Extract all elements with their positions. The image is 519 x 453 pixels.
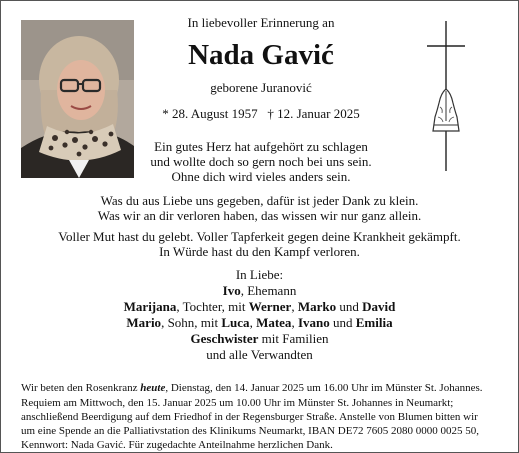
birth-symbol: * bbox=[162, 106, 169, 121]
poem-line-1: Ein gutes Herz hat aufgehört zu schlagen bbox=[154, 139, 368, 154]
death-symbol: † bbox=[267, 106, 274, 121]
portrait-photo bbox=[21, 20, 134, 178]
notice-line-1: Wir beten den Rosenkranz heute, Dienstag, den 14. Januar 2025 um 16.00 Uhr im Münster St. Johannes. bbox=[21, 382, 483, 394]
life-dates bbox=[141, 106, 381, 122]
notice-line-5: Kennwort: Nada Gavić. Für zugedachte Anteilnahme herzlichen Dank. bbox=[21, 439, 333, 451]
poem-line-4: Was du aus Liebe uns gegeben, dafür ist jeder Dank zu klein. bbox=[100, 193, 419, 208]
poem-line-5: Was wir an dir verloren haben, das wissen wir nur ganz allein. bbox=[97, 208, 422, 223]
family-name: Ivo bbox=[222, 283, 241, 298]
notice-line-3: anschließend Beerdigung auf dem Friedhof in der Regensburger Straße. Anstelle von Blumen bitten wir bbox=[21, 411, 478, 423]
family-line-3: Mario, Sohn, mit Luca, Matea, Ivano und Emilia bbox=[126, 315, 393, 330]
poem-line-3: Ohne dich wird vieles anders sein. bbox=[171, 169, 351, 184]
family-line-1: Ivo, Ehemann bbox=[222, 283, 297, 298]
notice-line-2: Requiem am Mittwoch, den 15. Januar 2025 um 10.00 Uhr im Münster St. Johannes in Neumarkt; bbox=[21, 397, 454, 409]
family-heading: In Liebe: bbox=[235, 267, 284, 282]
poem-line-2: und wollte doch so gern noch bei uns sein. bbox=[150, 154, 372, 169]
poem-line-7: In Würde hast du den Kampf verloren. bbox=[159, 244, 360, 259]
death-date: 12. Januar 2025 bbox=[277, 106, 360, 121]
notice-emphasis: heute bbox=[140, 382, 166, 394]
family-line-2: Marijana, Tochter, mit Werner, Marko und David bbox=[123, 299, 396, 314]
intro-line: In liebevoller Erinnerung an bbox=[187, 15, 335, 30]
family-line-5: und alle Verwandten bbox=[206, 347, 313, 362]
deceased-name: Nada Gavić bbox=[188, 39, 334, 71]
family-line-4: Geschwister mit Familien bbox=[190, 331, 329, 346]
notice-line-4: um eine Spende an die Palliativstation des Klinikums Neumarkt, IBAN DE72 7605 2080 0000 0025 50, bbox=[21, 425, 479, 437]
poem-line-6: Voller Mut hast du gelebt. Voller Tapferkeit gegen deine Krankheit gekämpft. bbox=[58, 229, 461, 244]
birth-name: geborene Juranović bbox=[210, 80, 312, 95]
praying-hands-icon bbox=[429, 87, 463, 133]
birth-date: 28. August 1957 bbox=[171, 106, 258, 121]
